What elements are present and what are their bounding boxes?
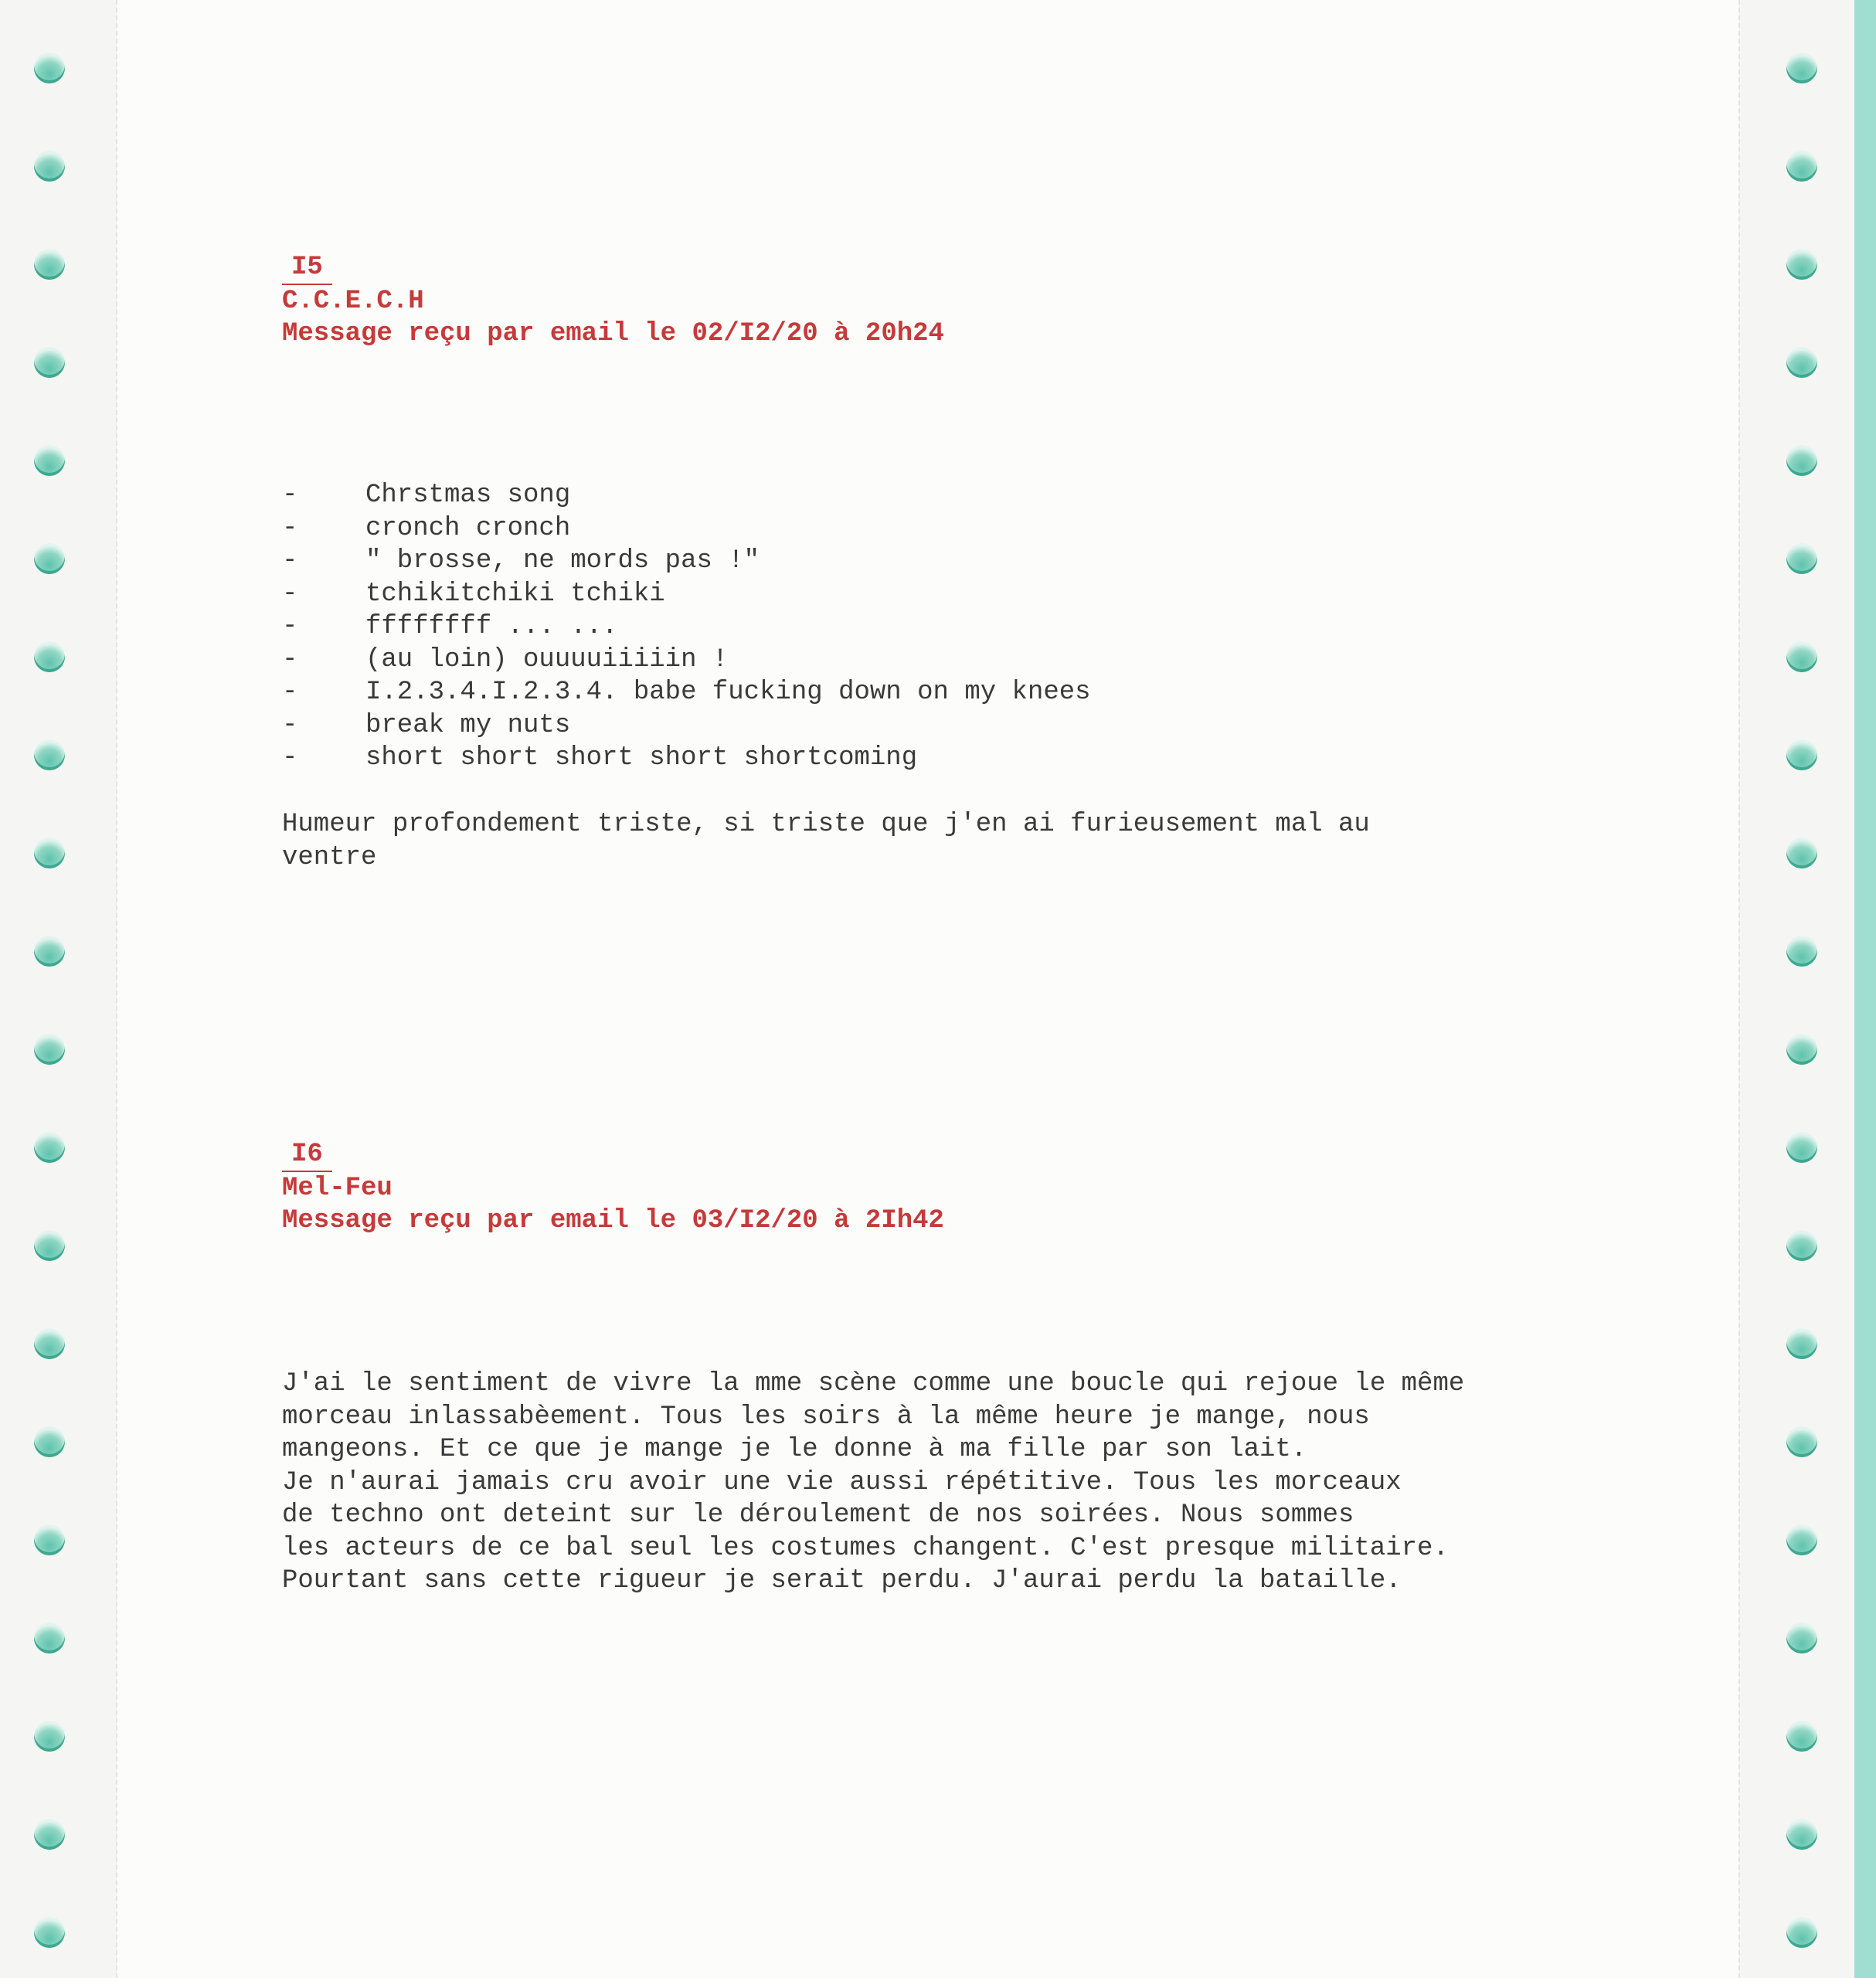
feed-hole-icon	[34, 249, 65, 280]
list-item: - short short short short shortcoming	[282, 742, 1091, 775]
feed-hole-icon	[34, 1426, 65, 1457]
feed-hole-icon	[1786, 249, 1817, 280]
entry-i5	[282, 251, 944, 350]
feed-hole-icon	[1786, 1426, 1817, 1457]
list-item: - tchikitchiki tchiki	[282, 578, 1091, 611]
list-item: - cronch cronch	[282, 512, 1091, 545]
paragraph-line: ventre	[282, 842, 377, 872]
entry-i5-paragraph	[282, 808, 1370, 874]
paragraph-line: de techno ont deteint sur le déroulement de nos soirées. Nous sommes	[282, 1500, 1354, 1530]
feed-hole-icon	[1786, 1623, 1817, 1653]
feed-hole-icon	[1786, 1917, 1817, 1948]
paragraph-line: J'ai le sentiment de vivre la mme scène comme une boucle qui rejoue le même	[282, 1369, 1465, 1399]
feed-hole-icon	[1786, 53, 1817, 83]
feed-hole-icon	[34, 53, 65, 83]
paragraph-line: les acteurs de ce bal seul les costumes changent. C'est presque militaire.	[282, 1533, 1449, 1563]
feed-hole-icon	[34, 641, 65, 672]
feed-hole-icon	[1786, 1721, 1817, 1752]
feed-hole-icon	[34, 1034, 65, 1065]
feed-hole-icon	[1786, 936, 1817, 967]
bullet-dash: -	[282, 743, 298, 773]
feed-hole-icon	[1786, 445, 1817, 476]
feed-hole-icon	[1786, 1132, 1817, 1163]
paragraph-line: Je n'aurai jamais cru avoir une vie aussi répétitive. Tous les morceaux	[282, 1467, 1402, 1497]
paragraph-line: Humeur profondement triste, si triste que j'en ai furieusement mal au	[282, 810, 1370, 839]
feed-hole-icon	[34, 347, 65, 378]
bullet-dash: -	[282, 546, 298, 576]
feed-hole-icon	[34, 1917, 65, 1948]
feed-hole-icon	[34, 151, 65, 182]
left-tractor-feed-strip	[0, 0, 117, 1978]
paragraph-line: mangeons. Et ce que je mange je le donne à ma fille par son lait.	[282, 1435, 1307, 1464]
list-item: - (au loin) ouuuuiiiiin !	[282, 644, 1091, 677]
entry-author: C.C.E.C.H	[282, 287, 424, 316]
feed-hole-icon	[1786, 151, 1817, 182]
right-tractor-feed-strip	[1738, 0, 1856, 1978]
feed-hole-icon	[1786, 347, 1817, 378]
feed-hole-icon	[1786, 838, 1817, 868]
entry-number: I6	[282, 1138, 944, 1172]
feed-hole-icon	[34, 1819, 65, 1850]
feed-hole-icon	[34, 936, 65, 967]
feed-hole-icon	[34, 445, 65, 476]
feed-hole-icon	[1786, 641, 1817, 672]
feed-hole-icon	[34, 1132, 65, 1163]
bullet-dash: -	[282, 481, 298, 510]
entry-received-line: Message reçu par email le 03/I2/20 à 2Ih42	[282, 1206, 944, 1235]
feed-hole-icon	[34, 1721, 65, 1752]
feed-hole-icon	[34, 1524, 65, 1555]
bullet-dash: -	[282, 644, 298, 675]
entry-i5-list	[282, 479, 1091, 775]
feed-hole-icon	[34, 1230, 65, 1261]
feed-hole-icon	[34, 1328, 65, 1359]
bullet-dash: -	[282, 612, 298, 641]
entry-received-line: Message reçu par email le 02/I2/20 à 20h24	[282, 319, 944, 348]
feed-hole-icon	[1786, 739, 1817, 770]
entry-i6-paragraph	[282, 1368, 1464, 1598]
feed-hole-icon	[1786, 1230, 1817, 1261]
paragraph-line: Pourtant sans cette rigueur je serait perdu. J'aurai perdu la bataille.	[282, 1566, 1402, 1596]
feed-hole-icon	[1786, 543, 1817, 574]
entry-number: I5	[282, 251, 944, 285]
paragraph-line: morceau inlassabèement. Tous les soirs à la même heure je mange, nous	[282, 1402, 1370, 1432]
entry-author: Mel-Feu	[282, 1174, 393, 1203]
feed-hole-icon	[34, 1623, 65, 1653]
feed-hole-icon	[34, 838, 65, 868]
bullet-dash: -	[282, 579, 298, 609]
list-item: - Chrstmas song	[282, 479, 1091, 512]
feed-hole-icon	[1786, 1034, 1817, 1065]
list-item: - " brosse, ne mords pas !"	[282, 545, 1091, 578]
feed-hole-icon	[1786, 1328, 1817, 1359]
bullet-dash: -	[282, 710, 298, 740]
entry-i6	[282, 1138, 944, 1237]
paper-edge-band	[1854, 0, 1876, 1978]
feed-hole-icon	[34, 543, 65, 574]
list-item: - I.2.3.4.I.2.3.4. babe fucking down on my knees	[282, 676, 1091, 709]
feed-hole-icon	[1786, 1524, 1817, 1555]
bullet-dash: -	[282, 513, 298, 543]
feed-hole-icon	[34, 739, 65, 770]
bullet-dash: -	[282, 678, 298, 707]
feed-hole-icon	[1786, 1819, 1817, 1850]
list-item: - break my nuts	[282, 709, 1091, 743]
list-item: - ffffffff ... ...	[282, 610, 1091, 644]
